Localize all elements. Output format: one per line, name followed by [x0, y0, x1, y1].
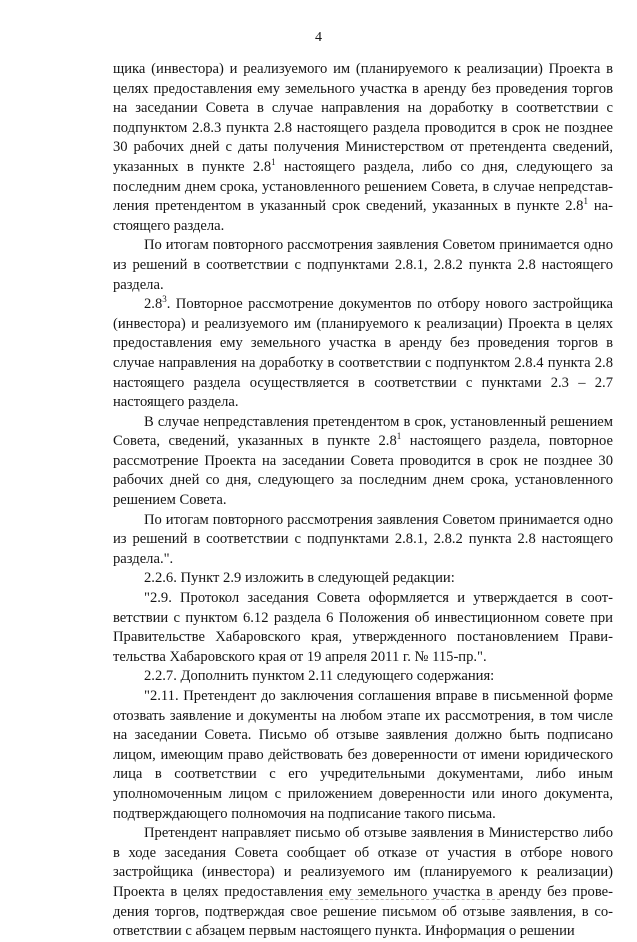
- paragraph-text: По итогам повторного рассмотрения заявления Советом принимается одно из решений в соответствии с подпунктами 2.8.1, 2.8.2 пункта 2.8 настоящего раздела.: [113, 237, 613, 293]
- document-body: [113, 60, 613, 942]
- paragraph-text: настоящего раздела.: [113, 198, 614, 234]
- paragraph: [113, 667, 613, 687]
- bottom-divider: [320, 899, 500, 900]
- paragraph-text: "2.9. Протокол заседания Совета оформляется и утверждается в соответствии с пунктом 6.12 раздела 6 Положения об инвестиционном совете при Правительстве Хабаровского края, утвержденного постановлением Правительства Хабаровского края от 19 апреля 2011 г. № 115-пр.".: [113, 590, 613, 665]
- paragraph: [113, 60, 613, 236]
- paragraph: [113, 511, 613, 570]
- paragraph: [113, 413, 613, 511]
- paragraph-text: щика (инвестора) и реализуемого им (планируемого к реализации) Проекта в целях предоставления ему земельного участка в аренду без проведения торгов на заседании Совета в случае направления на доработку в соответствии с подпунктом 2.8.3 пункта 2.8 настоящего раздела проводится в срок не позднее 30 рабочих дней с даты получения Министерством от претендента сведений, указанных в пункте 2.8: [113, 61, 613, 175]
- paragraph: [113, 824, 613, 942]
- paragraph: [113, 295, 613, 413]
- paragraph-text: 2.2.7. Дополнить пунктом 2.11 следующего содержания:: [144, 668, 495, 685]
- paragraph-text: . Повторное рассмотрение документов по отбору нового застройщика (инвестора) и реализуемого им (планируемого к реализации) Проекта в целях предоставления ему земельного участка в аренду без проведения торгов в случае направления на доработку в соответствии с подпунктом 2.8.4 пункта 2.8 настоящего раздела осуществляется в соответствии с пунктами 2.3 – 2.7 настоящего раздела.: [113, 296, 613, 411]
- superscript: 1: [271, 156, 276, 167]
- paragraph-text: В случае непредставления претендентом в срок, установленный решением Совета, сведений, указанных в пункте 2.8: [113, 413, 613, 450]
- paragraph: [113, 687, 613, 824]
- superscript: 1: [396, 431, 402, 442]
- paragraph-text: "2.11. Претендент до заключения соглашения вправе в письменной форме отозвать заявление и документы на любом этапе их рассмотрения, в том числе на заседании Совета. Письмо об отзыве заявления должно быть подписано лицом, имеющим право действовать без доверенности от имени юридического лица в соответствии с его учредительными документами, либо иным уполномоченным лицом с приложением доверенности или иного документа, подтверждающего полномочия на подписание такого письма.: [113, 688, 613, 822]
- paragraph: [113, 589, 613, 667]
- paragraph-text: 2.8: [144, 296, 163, 313]
- page-number: 4: [315, 30, 322, 45]
- paragraph-text: настоящего раздела, повторное рассмотрение Проекта на заседании Совета проводится в срок не позднее 30 рабочих дней со дня, следующего за последним днем срока, установленного решением Совета.: [113, 433, 613, 509]
- paragraph-text: 2.2.6. Пункт 2.9 изложить в следующей редакции:: [144, 570, 455, 587]
- paragraph-text: По итогам повторного рассмотрения заявления Советом принимается одно из решений в соответствии с подпунктами 2.8.1, 2.8.2 пункта 2.8 настоящего раздела.".: [113, 511, 613, 567]
- superscript: 1: [583, 196, 588, 207]
- paragraph-text: настоящего раздела, либо со дня, следующего за последним днем срока, установленного решением Совета, в случае непредставления претендентом в указанный срок сведений, указанных в пункте 2.8: [113, 158, 614, 215]
- superscript: 3: [162, 294, 167, 305]
- paragraph-text: Претендент направляет письмо об отзыве заявления в Министерство либо в ходе заседания Совета сообщает об отказе от участия в отборе нового застройщика (инвестора) и реализуемого им (планируемого к реализации) Проекта в целях предоставления ему земельного участка в аренду без проведения торгов, подтверждая свое решение письмом об отзыве заявления, в соответствии с абзацем первым настоящего пункта. Информация о решении: [113, 825, 613, 940]
- paragraph: [113, 569, 613, 589]
- paragraph: [113, 236, 613, 295]
